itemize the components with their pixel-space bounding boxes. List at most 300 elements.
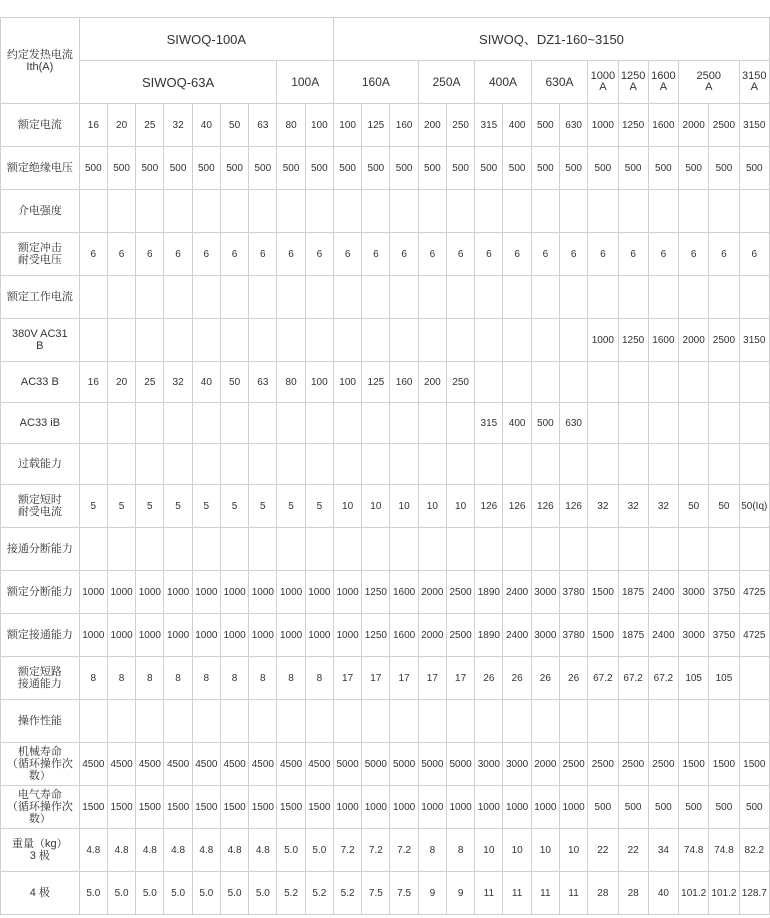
table-cell xyxy=(446,700,474,743)
table-cell: 7.5 xyxy=(390,872,418,915)
table-cell: 6 xyxy=(679,233,709,276)
table-cell xyxy=(249,276,277,319)
table-cell xyxy=(503,319,531,362)
spec-table-body xyxy=(1,104,770,915)
table-cell: 7.2 xyxy=(390,829,418,872)
table-cell: 5000 xyxy=(362,743,390,786)
table-cell xyxy=(136,190,164,233)
table-cell: 1500 xyxy=(164,786,192,829)
table-cell: 1600 xyxy=(390,614,418,657)
table-cell xyxy=(305,403,333,444)
table-cell xyxy=(277,276,305,319)
table-cell: 10 xyxy=(559,829,587,872)
table-cell xyxy=(618,528,648,571)
header-sub-1600a: 1600 A xyxy=(648,61,678,104)
table-cell: 500 xyxy=(390,147,418,190)
table-cell: 128.7 xyxy=(739,872,769,915)
table-cell xyxy=(305,276,333,319)
table-cell: 1000 xyxy=(305,571,333,614)
table-cell xyxy=(107,190,135,233)
table-cell: 1500 xyxy=(220,786,248,829)
table-cell xyxy=(79,276,107,319)
table-cell: 26 xyxy=(531,657,559,700)
table-cell: 500 xyxy=(446,147,474,190)
table-cell: 1000 xyxy=(249,614,277,657)
table-cell xyxy=(531,319,559,362)
table-cell xyxy=(475,362,503,403)
table-cell xyxy=(739,190,769,233)
table-cell xyxy=(531,700,559,743)
table-cell: 1000 xyxy=(192,614,220,657)
table-cell: 10 xyxy=(531,829,559,872)
table-cell: 8 xyxy=(249,657,277,700)
table-cell: 160 xyxy=(390,362,418,403)
table-cell: 4.8 xyxy=(107,829,135,872)
table-cell: 5000 xyxy=(418,743,446,786)
table-cell xyxy=(418,403,446,444)
table-cell: 1890 xyxy=(475,614,503,657)
table-cell: 16 xyxy=(79,104,107,147)
table-cell: 32 xyxy=(588,485,618,528)
table-cell xyxy=(277,319,305,362)
table-cell: 5.0 xyxy=(136,872,164,915)
table-cell xyxy=(418,190,446,233)
table-cell: 10 xyxy=(418,485,446,528)
table-cell: 500 xyxy=(136,147,164,190)
table-cell xyxy=(648,362,678,403)
row-label: 额定短时 耐受电流 xyxy=(1,485,80,528)
table-cell: 500 xyxy=(107,147,135,190)
table-cell: 28 xyxy=(618,872,648,915)
table-cell: 500 xyxy=(588,147,618,190)
table-cell: 17 xyxy=(446,657,474,700)
table-cell: 400 xyxy=(503,104,531,147)
table-cell: 126 xyxy=(503,485,531,528)
table-cell xyxy=(559,444,587,485)
table-cell xyxy=(79,190,107,233)
row-label: 重量（kg） 3 极 xyxy=(1,829,80,872)
table-cell: 8 xyxy=(446,829,474,872)
table-cell xyxy=(618,276,648,319)
table-cell: 1000 xyxy=(362,786,390,829)
table-cell: 4500 xyxy=(305,743,333,786)
table-cell: 1000 xyxy=(79,614,107,657)
table-cell xyxy=(390,700,418,743)
table-cell: 5.0 xyxy=(220,872,248,915)
table-cell xyxy=(362,319,390,362)
table-cell xyxy=(709,528,739,571)
table-cell: 1000 xyxy=(277,571,305,614)
table-cell: 63 xyxy=(249,104,277,147)
table-cell xyxy=(362,444,390,485)
table-cell: 1000 xyxy=(136,614,164,657)
table-cell: 2000 xyxy=(679,104,709,147)
table-cell: 32 xyxy=(164,104,192,147)
table-cell xyxy=(220,700,248,743)
table-cell xyxy=(475,528,503,571)
table-cell: 3780 xyxy=(559,614,587,657)
table-row xyxy=(1,319,770,362)
table-cell xyxy=(79,528,107,571)
table-cell: 50 xyxy=(679,485,709,528)
table-cell: 125 xyxy=(362,362,390,403)
table-cell: 50 xyxy=(220,362,248,403)
table-cell: 2000 xyxy=(531,743,559,786)
table-row xyxy=(1,829,770,872)
table-cell: 500 xyxy=(648,786,678,829)
table-cell: 101.2 xyxy=(709,872,739,915)
table-cell: 6 xyxy=(648,233,678,276)
table-cell xyxy=(648,190,678,233)
table-cell: 500 xyxy=(418,147,446,190)
table-cell xyxy=(333,700,361,743)
table-cell: 3000 xyxy=(531,614,559,657)
table-cell: 500 xyxy=(679,786,709,829)
table-cell xyxy=(192,444,220,485)
table-cell: 630 xyxy=(559,403,587,444)
table-cell: 9 xyxy=(418,872,446,915)
table-cell xyxy=(79,403,107,444)
table-cell: 1000 xyxy=(503,786,531,829)
table-cell: 500 xyxy=(362,147,390,190)
table-cell: 100 xyxy=(333,362,361,403)
table-cell xyxy=(618,403,648,444)
table-cell: 5 xyxy=(249,485,277,528)
table-cell xyxy=(503,362,531,403)
table-cell: 5.0 xyxy=(277,829,305,872)
table-cell xyxy=(648,700,678,743)
row-label: 过载能力 xyxy=(1,444,80,485)
table-cell: 3000 xyxy=(679,614,709,657)
table-cell xyxy=(588,444,618,485)
table-row xyxy=(1,444,770,485)
table-cell: 1600 xyxy=(390,571,418,614)
row-label: 额定工作电流 xyxy=(1,276,80,319)
table-cell: 4.8 xyxy=(136,829,164,872)
table-cell: 67.2 xyxy=(648,657,678,700)
table-cell xyxy=(249,319,277,362)
table-row xyxy=(1,147,770,190)
table-cell: 1000 xyxy=(277,614,305,657)
table-cell: 2500 xyxy=(446,614,474,657)
table-cell: 26 xyxy=(475,657,503,700)
header-ith-label: 约定发热电流 Ith(A) xyxy=(1,18,80,104)
table-cell: 25 xyxy=(136,104,164,147)
row-label: 介电强度 xyxy=(1,190,80,233)
table-cell: 1500 xyxy=(739,743,769,786)
table-cell: 9 xyxy=(446,872,474,915)
table-cell xyxy=(107,528,135,571)
table-cell: 4500 xyxy=(192,743,220,786)
table-cell: 6 xyxy=(446,233,474,276)
table-cell xyxy=(136,403,164,444)
table-row xyxy=(1,700,770,743)
header-group-siwoq-100a: SIWOQ-100A xyxy=(79,18,333,61)
table-cell xyxy=(648,403,678,444)
table-cell xyxy=(390,528,418,571)
table-cell: 5 xyxy=(164,485,192,528)
table-cell xyxy=(249,190,277,233)
table-cell xyxy=(249,444,277,485)
table-cell: 2400 xyxy=(503,571,531,614)
table-cell: 2500 xyxy=(648,743,678,786)
table-cell: 2500 xyxy=(559,743,587,786)
table-cell xyxy=(305,444,333,485)
table-cell: 315 xyxy=(475,104,503,147)
table-cell: 3150 xyxy=(739,104,769,147)
table-cell: 4.8 xyxy=(192,829,220,872)
table-cell: 5000 xyxy=(390,743,418,786)
table-cell xyxy=(220,403,248,444)
table-cell: 1250 xyxy=(362,614,390,657)
table-cell xyxy=(164,276,192,319)
table-cell: 50 xyxy=(709,485,739,528)
table-cell: 1000 xyxy=(333,614,361,657)
table-cell: 11 xyxy=(531,872,559,915)
table-cell xyxy=(559,362,587,403)
table-cell xyxy=(446,319,474,362)
table-cell: 5.0 xyxy=(305,829,333,872)
table-cell xyxy=(107,444,135,485)
table-row xyxy=(1,786,770,829)
table-cell: 1500 xyxy=(192,786,220,829)
table-cell xyxy=(648,444,678,485)
table-cell xyxy=(192,319,220,362)
table-cell: 5 xyxy=(79,485,107,528)
table-cell: 8 xyxy=(277,657,305,700)
row-label: 额定短路 接通能力 xyxy=(1,657,80,700)
table-cell: 500 xyxy=(531,147,559,190)
table-cell xyxy=(559,276,587,319)
table-cell: 500 xyxy=(531,403,559,444)
table-cell xyxy=(107,276,135,319)
table-cell xyxy=(164,190,192,233)
table-cell xyxy=(277,528,305,571)
table-cell: 8 xyxy=(136,657,164,700)
table-cell xyxy=(588,362,618,403)
table-cell: 126 xyxy=(559,485,587,528)
table-cell xyxy=(475,190,503,233)
table-cell: 2400 xyxy=(648,571,678,614)
table-cell xyxy=(503,528,531,571)
table-cell xyxy=(164,700,192,743)
table-cell: 26 xyxy=(503,657,531,700)
table-cell: 1000 xyxy=(446,786,474,829)
table-cell: 40 xyxy=(192,362,220,403)
table-cell: 1000 xyxy=(418,786,446,829)
table-cell: 1000 xyxy=(559,786,587,829)
row-label: AC33 B xyxy=(1,362,80,403)
table-cell: 6 xyxy=(475,233,503,276)
table-cell: 1500 xyxy=(277,786,305,829)
table-cell: 1500 xyxy=(679,743,709,786)
table-cell: 4500 xyxy=(136,743,164,786)
table-cell: 2400 xyxy=(503,614,531,657)
table-row xyxy=(1,276,770,319)
table-cell: 126 xyxy=(475,485,503,528)
spec-table xyxy=(0,17,770,915)
table-cell: 10 xyxy=(333,485,361,528)
table-cell xyxy=(220,528,248,571)
table-cell: 6 xyxy=(739,233,769,276)
table-cell: 500 xyxy=(648,147,678,190)
table-cell: 4500 xyxy=(249,743,277,786)
table-cell: 1500 xyxy=(588,614,618,657)
table-cell: 1000 xyxy=(333,786,361,829)
table-cell xyxy=(362,190,390,233)
table-cell xyxy=(333,190,361,233)
table-row xyxy=(1,614,770,657)
table-cell: 1000 xyxy=(305,614,333,657)
table-cell xyxy=(362,403,390,444)
table-cell xyxy=(739,276,769,319)
table-cell xyxy=(679,528,709,571)
table-cell: 17 xyxy=(390,657,418,700)
table-cell xyxy=(559,319,587,362)
table-cell xyxy=(739,528,769,571)
table-cell: 500 xyxy=(531,104,559,147)
table-cell xyxy=(362,700,390,743)
table-cell: 4.8 xyxy=(249,829,277,872)
table-cell: 5000 xyxy=(446,743,474,786)
table-cell: 8 xyxy=(107,657,135,700)
table-cell xyxy=(739,403,769,444)
table-cell xyxy=(739,700,769,743)
table-cell: 82.2 xyxy=(739,829,769,872)
table-cell: 3000 xyxy=(503,743,531,786)
table-cell xyxy=(679,444,709,485)
table-row xyxy=(1,233,770,276)
table-cell xyxy=(739,657,769,700)
table-cell xyxy=(618,444,648,485)
table-cell: 7.5 xyxy=(362,872,390,915)
table-cell: 10 xyxy=(503,829,531,872)
table-cell: 6 xyxy=(362,233,390,276)
table-cell: 10 xyxy=(446,485,474,528)
table-cell: 1000 xyxy=(107,571,135,614)
table-cell xyxy=(333,403,361,444)
table-cell xyxy=(679,276,709,319)
table-cell: 7.2 xyxy=(362,829,390,872)
table-cell xyxy=(79,700,107,743)
table-cell xyxy=(418,276,446,319)
table-cell: 5000 xyxy=(333,743,361,786)
table-cell: 1000 xyxy=(79,571,107,614)
table-cell: 500 xyxy=(249,147,277,190)
table-cell xyxy=(503,444,531,485)
table-cell xyxy=(136,319,164,362)
table-cell: 8 xyxy=(305,657,333,700)
table-cell xyxy=(475,700,503,743)
table-cell: 1500 xyxy=(709,743,739,786)
table-cell: 1000 xyxy=(164,614,192,657)
table-cell xyxy=(107,319,135,362)
table-cell xyxy=(679,700,709,743)
table-cell: 6 xyxy=(531,233,559,276)
table-cell: 500 xyxy=(588,786,618,829)
table-cell: 1500 xyxy=(249,786,277,829)
table-cell: 500 xyxy=(164,147,192,190)
table-cell xyxy=(531,528,559,571)
table-cell: 1000 xyxy=(249,571,277,614)
table-cell: 500 xyxy=(679,147,709,190)
table-cell: 4500 xyxy=(164,743,192,786)
table-cell xyxy=(333,528,361,571)
table-cell: 17 xyxy=(418,657,446,700)
table-cell xyxy=(220,319,248,362)
table-cell xyxy=(333,319,361,362)
table-cell: 500 xyxy=(709,147,739,190)
table-cell: 1000 xyxy=(333,571,361,614)
table-cell xyxy=(333,276,361,319)
table-cell xyxy=(192,700,220,743)
table-cell: 5.0 xyxy=(107,872,135,915)
table-cell: 6 xyxy=(249,233,277,276)
table-cell: 11 xyxy=(559,872,587,915)
table-cell: 3750 xyxy=(709,614,739,657)
table-cell: 74.8 xyxy=(709,829,739,872)
table-cell xyxy=(475,276,503,319)
table-cell: 105 xyxy=(679,657,709,700)
table-cell: 3780 xyxy=(559,571,587,614)
table-cell: 101.2 xyxy=(679,872,709,915)
table-cell: 34 xyxy=(648,829,678,872)
table-cell: 1000 xyxy=(136,571,164,614)
table-cell xyxy=(192,190,220,233)
table-cell: 67.2 xyxy=(588,657,618,700)
table-cell xyxy=(249,403,277,444)
table-cell: 5.2 xyxy=(333,872,361,915)
table-cell: 28 xyxy=(588,872,618,915)
header-sub-160a: 160A xyxy=(333,61,418,104)
row-label: 额定绝缘电压 xyxy=(1,147,80,190)
table-row xyxy=(1,657,770,700)
table-cell: 3000 xyxy=(475,743,503,786)
table-cell: 500 xyxy=(333,147,361,190)
table-cell: 17 xyxy=(362,657,390,700)
table-cell xyxy=(164,528,192,571)
table-cell xyxy=(277,403,305,444)
header-sub-400a: 400A xyxy=(475,61,532,104)
table-cell: 4725 xyxy=(739,614,769,657)
table-row xyxy=(1,528,770,571)
row-label: 380V AC31 B xyxy=(1,319,80,362)
header-sub-1000a: 1000 A xyxy=(588,61,618,104)
table-row xyxy=(1,190,770,233)
table-cell: 500 xyxy=(559,147,587,190)
table-cell xyxy=(679,190,709,233)
table-cell: 5.2 xyxy=(277,872,305,915)
table-cell: 50(Iq) xyxy=(739,485,769,528)
table-cell: 3000 xyxy=(679,571,709,614)
table-cell: 5 xyxy=(220,485,248,528)
table-cell: 1000 xyxy=(588,319,618,362)
table-cell xyxy=(503,190,531,233)
header-sub-1250a: 1250 A xyxy=(618,61,648,104)
table-cell: 32 xyxy=(164,362,192,403)
table-cell: 2000 xyxy=(418,571,446,614)
table-cell xyxy=(277,190,305,233)
table-cell xyxy=(559,528,587,571)
table-cell: 10 xyxy=(475,829,503,872)
table-cell: 5 xyxy=(107,485,135,528)
table-cell: 100 xyxy=(333,104,361,147)
table-cell xyxy=(418,700,446,743)
table-cell xyxy=(107,700,135,743)
table-cell: 4500 xyxy=(220,743,248,786)
table-cell xyxy=(531,444,559,485)
table-cell: 500 xyxy=(220,147,248,190)
